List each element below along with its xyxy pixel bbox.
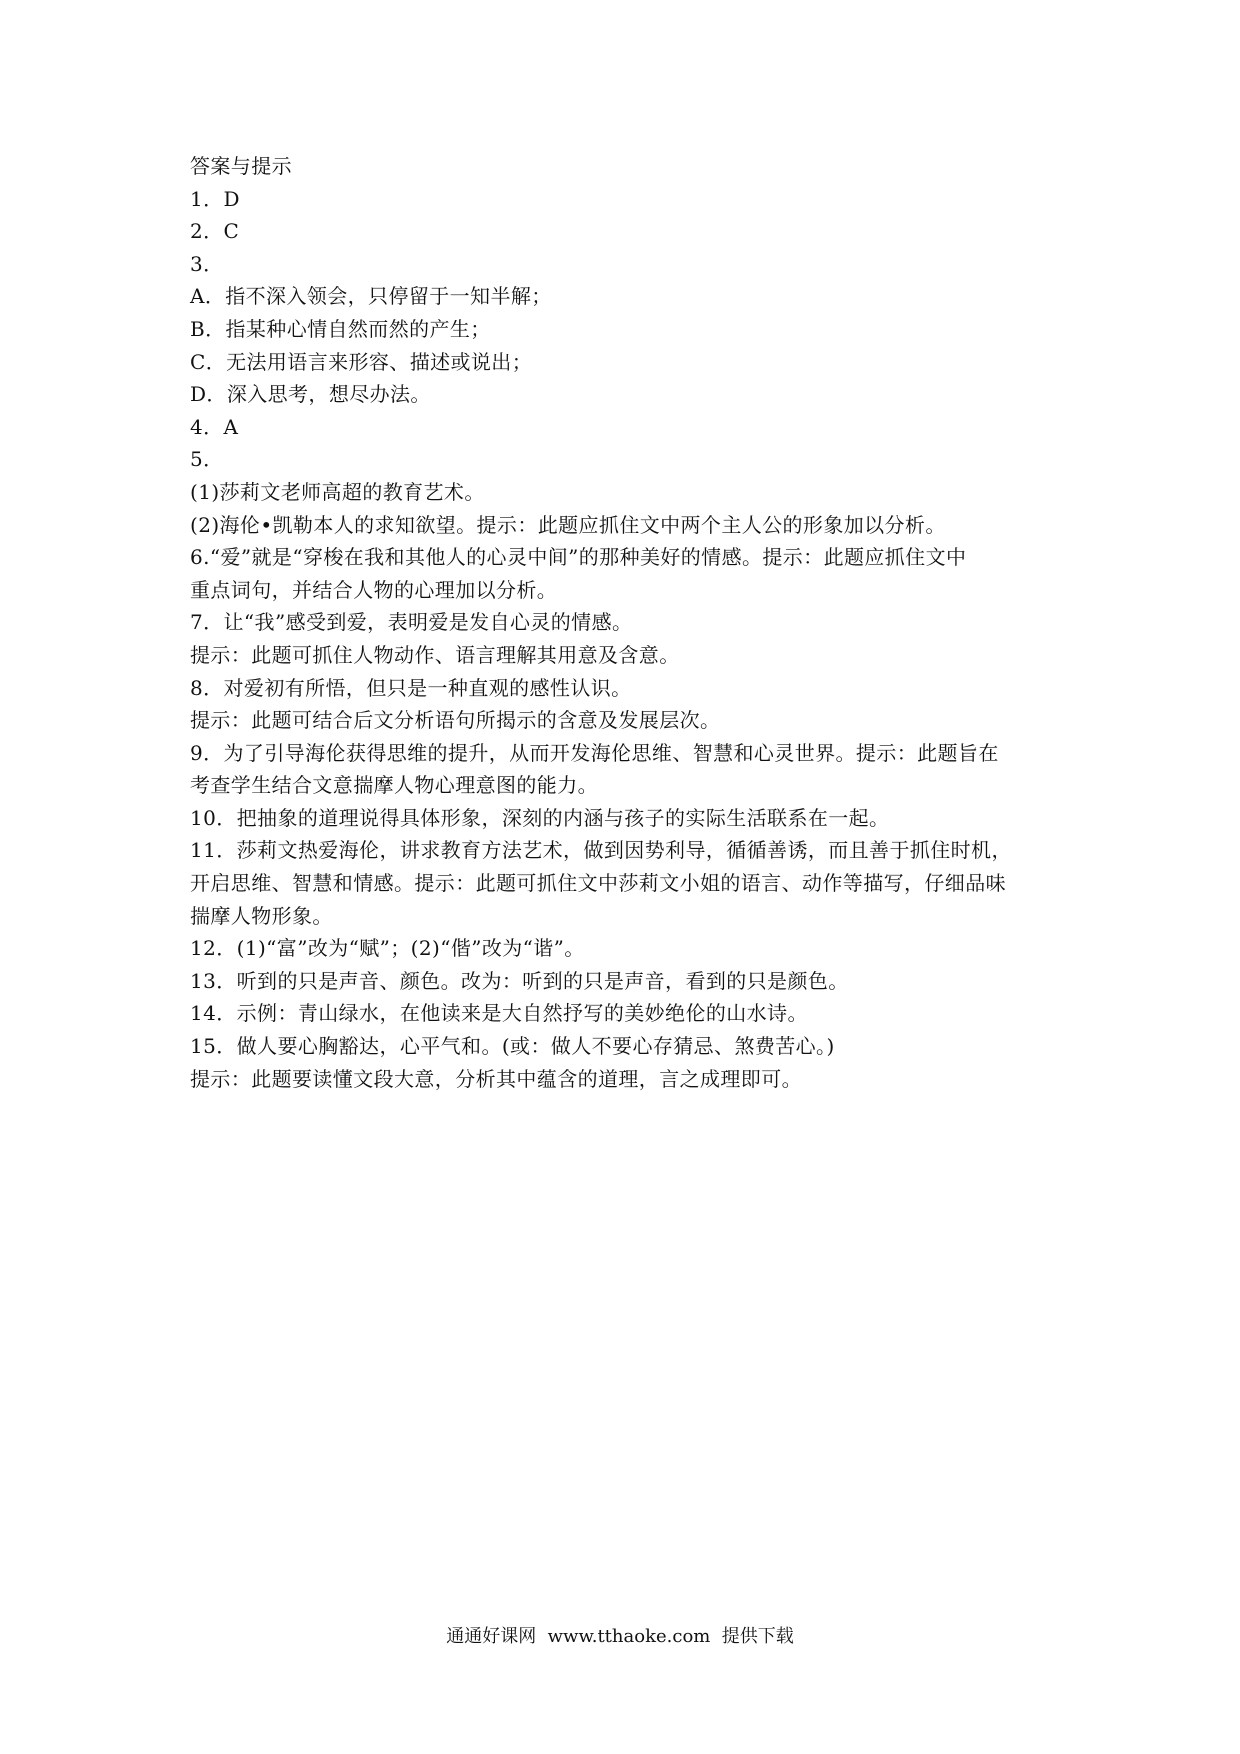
answer-line: (2)海伦•凯勒本人的求知欲望。提示：此题应抓住文中两个主人公的形象加以分析。 (190, 512, 946, 537)
answer-line: 11．莎莉文热爱海伦，讲求教育方法艺术，做到因势利导，循循善诱，而且善于抓住时机， (190, 838, 1012, 863)
answer-line: A．指不深入领会，只停留于一知半解； (190, 284, 552, 309)
answer-line: 2．C (190, 219, 240, 244)
answer-line: 5． (190, 447, 224, 472)
answer-line: 考查学生结合文意揣摩人物心理意图的能力。 (190, 773, 598, 798)
answer-line: (1)莎莉文老师高超的教育艺术。 (190, 479, 485, 504)
answer-line: 1．D (190, 186, 240, 211)
answer-line: 开启思维、智慧和情感。提示：此题可抓住文中莎莉文小姐的语言、动作等描写，仔细品味 (190, 871, 1006, 896)
answer-line: B．指某种心情自然而然的产生； (190, 316, 491, 341)
answer-line: 7．让“我”感受到爱，表明爱是发自心灵的情感。 (190, 610, 633, 635)
answer-line: 4．A (190, 414, 239, 439)
answer-line: 重点词句，并结合人物的心理加以分析。 (190, 577, 558, 602)
answer-text-block (190, 150, 1070, 1095)
answer-line: 9．为了引导海伦获得思维的提升，从而开发海伦思维、智慧和心灵世界。提示：此题旨在 (190, 740, 999, 765)
answer-line: 提示：此题可抓住人物动作、语言理解其用意及含意。 (190, 642, 680, 667)
page-footer: 通通好课网 www.tthaoke.com 提供下载 (446, 1626, 794, 1647)
answer-line: 6.“爱”就是“穿梭在我和其他人的心灵中间”的那种美好的情感。提示：此题应抓住文中 (190, 545, 967, 570)
answer-line: 13．听到的只是声音、颜色。改为：听到的只是声音，看到的只是颜色。 (190, 968, 849, 993)
answer-line: 15．做人要心胸豁达，心平气和。(或：做人不要心存猜忌、煞费苦心。) (190, 1034, 835, 1059)
answer-line: 12．(1)“富”改为“赋”；(2)“偕”改为“谐”。 (190, 936, 585, 961)
answer-line: 14．示例：青山绿水，在他读来是大自然抒写的美妙绝伦的山水诗。 (190, 1001, 808, 1026)
answer-line: 3． (190, 251, 224, 276)
answer-line: 10．把抽象的道理说得具体形象，深刻的内涵与孩子的实际生活联系在一起。 (190, 805, 890, 830)
answer-line: 8．对爱初有所悟，但只是一种直观的感性认识。 (190, 675, 632, 700)
answer-line: 提示：此题要读懂文段大意，分析其中蕴含的道理，言之成理即可。 (190, 1066, 802, 1091)
answer-line: 揣摩人物形象。 (190, 903, 333, 928)
answer-line: C．无法用语言来形容、描述或说出； (190, 349, 533, 374)
answer-line: D．深入思考，想尽办法。 (190, 382, 431, 407)
answer-line: 提示：此题可结合后文分析语句所揭示的含意及发展层次。 (190, 708, 721, 733)
section-heading: 答案与提示 (190, 154, 292, 178)
